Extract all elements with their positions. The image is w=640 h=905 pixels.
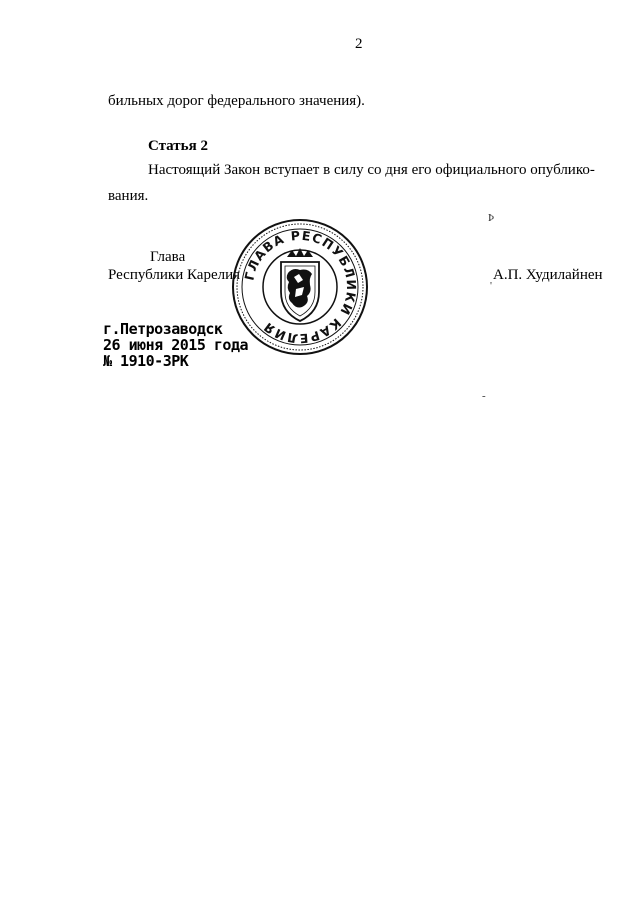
margin-mark-1: Þ [488,212,495,224]
continuation-line: бильных дорог федерального значения). [108,93,365,109]
seal-text: ГЛАВА РЕСПУБЛИКИ КАРЕЛИЯ [241,227,360,347]
signature-title-line-2: Республики Карелия [108,267,241,283]
signatory-name: А.П. Худилайнен [493,267,603,283]
stamp-place: г.Петрозаводск [103,320,223,338]
official-seal [230,217,370,357]
coat-of-arms-icon [281,248,319,321]
margin-mark-3: - [482,390,486,402]
stamp-date: 26 июня 2015 года [103,336,249,354]
signature-title-line-1: Глава [150,249,186,265]
article-heading: Статья 2 [148,138,208,154]
seal-graphic [230,217,370,357]
stamp-number: № 1910-ЗРК [103,352,189,370]
page-number: 2 [355,36,363,52]
article-text-line-2: вания. [108,188,149,204]
margin-mark-2: ' [490,280,492,292]
article-text-line-1: Настоящий Закон вступает в силу со дня его официального опублико- [148,162,595,178]
